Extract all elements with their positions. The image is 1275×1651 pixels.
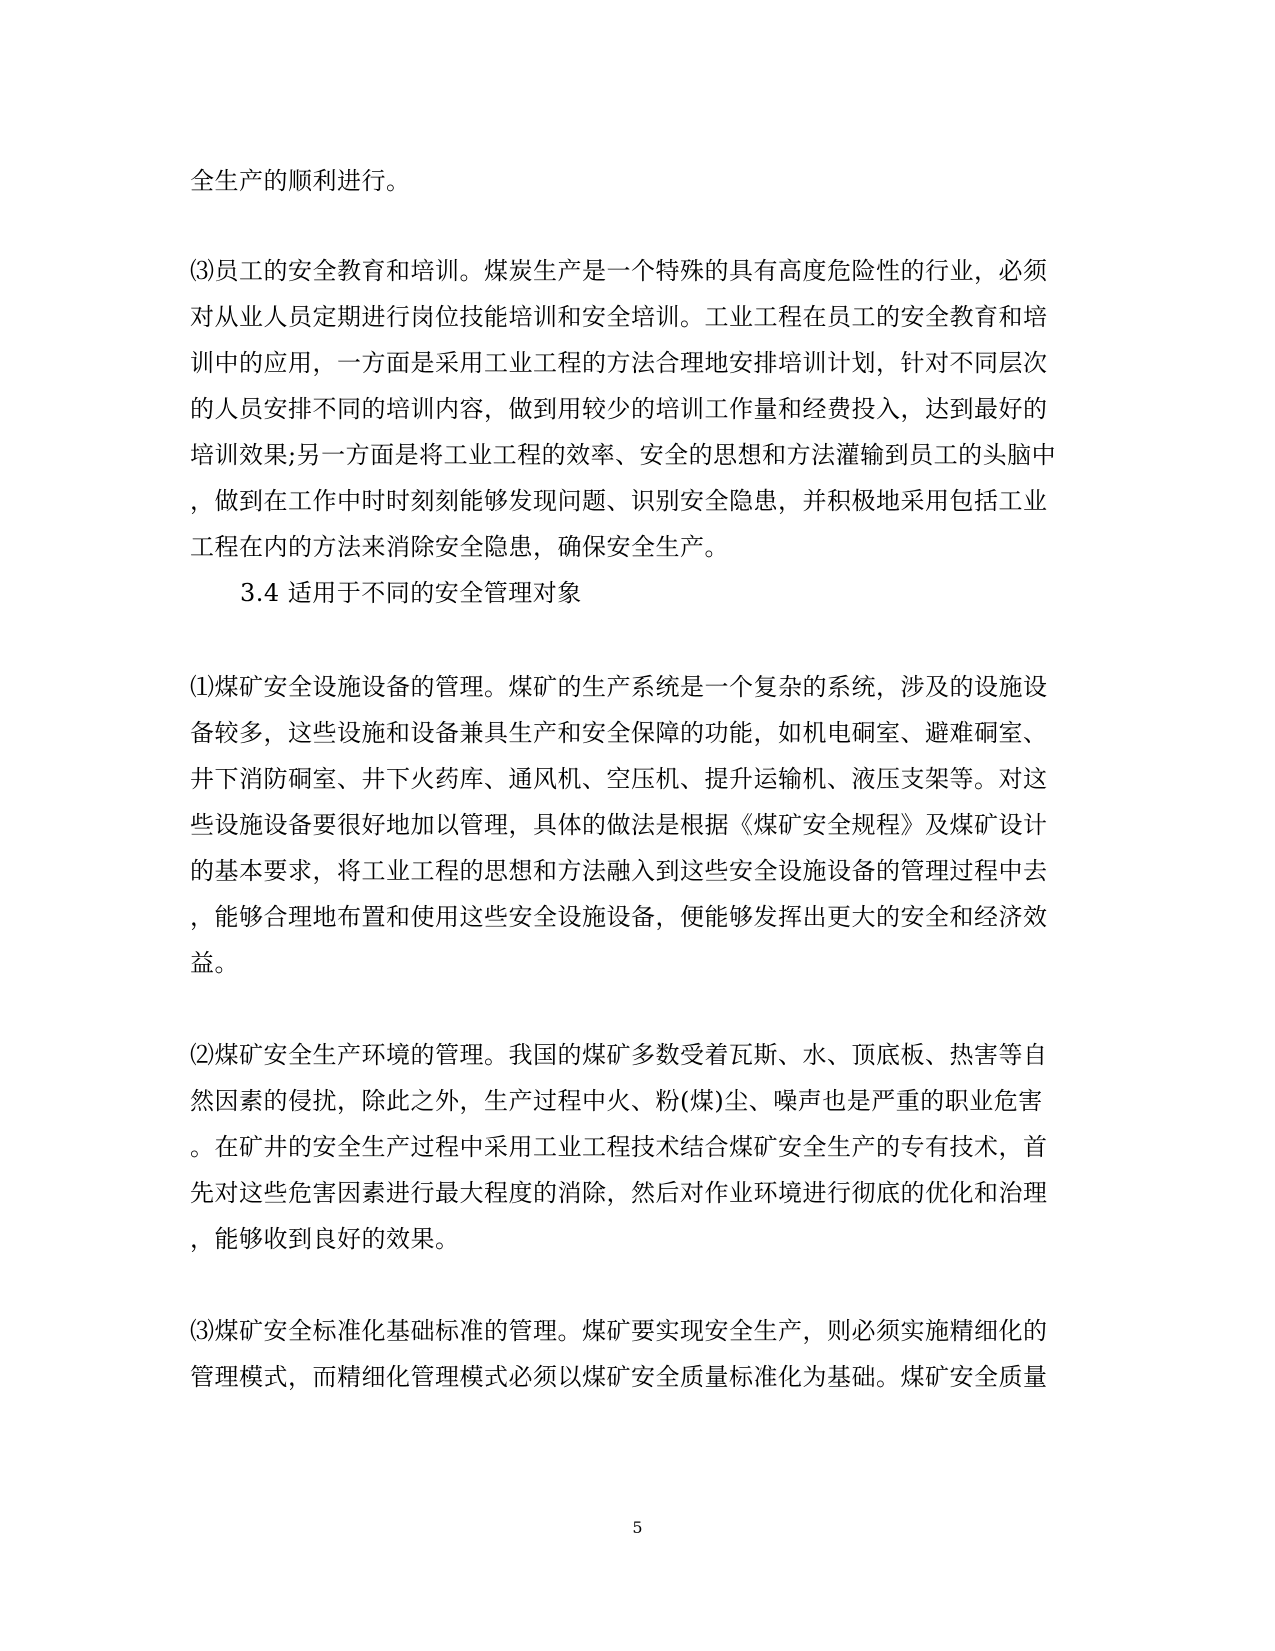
text-line: 训中的应用，一方面是采用工业工程的方法合理地安排培训计划，针对不同层次 xyxy=(190,349,1048,377)
section-heading: 3.4 适用于不同的安全管理对象 xyxy=(240,579,582,607)
text-line: 。在矿井的安全生产过程中采用工业工程技术结合煤矿安全生产的专有技术，首 xyxy=(190,1133,1048,1161)
text-line: 全生产的顺利进行。 xyxy=(190,167,411,195)
text-line: 管理模式，而精细化管理模式必须以煤矿安全质量标准化为基础。煤矿安全质量 xyxy=(190,1363,1048,1391)
text-line: 井下消防硐室、井下火药库、通风机、空压机、提升运输机、液压支架等。对这 xyxy=(190,765,1048,793)
text-line: 些设施设备要很好地加以管理，具体的做法是根据《煤矿安全规程》及煤矿设计 xyxy=(190,811,1048,839)
text-line: 先对这些危害因素进行最大程度的消除，然后对作业环境进行彻底的优化和治理 xyxy=(190,1179,1048,1207)
text-line: 对从业人员定期进行岗位技能培训和安全培训。工业工程在员工的安全教育和培 xyxy=(190,303,1048,331)
text-line: ，做到在工作中时时刻刻能够发现问题、识别安全隐患，并积极地采用包括工业 xyxy=(190,487,1048,515)
text-line: 的人员安排不同的培训内容，做到用较少的培训工作量和经费投入，达到最好的 xyxy=(190,395,1048,423)
text-line: 工程在内的方法来消除安全隐患，确保安全生产。 xyxy=(190,533,729,561)
text-line: ⑴煤矿安全设施设备的管理。煤矿的生产系统是一个复杂的系统，涉及的设施设 xyxy=(190,673,1048,701)
text-line: ，能够合理地布置和使用这些安全设施设备，便能够发挥出更大的安全和经济效 xyxy=(190,903,1048,931)
page-number: 5 xyxy=(632,1518,643,1537)
text-line: ，能够收到良好的效果。 xyxy=(190,1225,460,1253)
text-line: ⑶员工的安全教育和培训。煤炭生产是一个特殊的具有高度危险性的行业，必须 xyxy=(190,257,1048,285)
text-line: ⑵煤矿安全生产环境的管理。我国的煤矿多数受着瓦斯、水、顶底板、热害等自 xyxy=(190,1041,1048,1069)
text-line: 然因素的侵扰，除此之外，生产过程中火、粉(煤)尘、噪声也是严重的职业危害 xyxy=(190,1087,1043,1115)
text-line: ⑶煤矿安全标准化基础标准的管理。煤矿要实现安全生产，则必须实施精细化的 xyxy=(190,1317,1048,1345)
text-line: 培训效果;另一方面是将工业工程的效率、安全的思想和方法灌输到员工的头脑中 xyxy=(190,441,1057,469)
text-line: 的基本要求，将工业工程的思想和方法融入到这些安全设施设备的管理过程中去 xyxy=(190,857,1048,885)
text-line: 备较多，这些设施和设备兼具生产和安全保障的功能，如机电硐室、避难硐室、 xyxy=(190,719,1048,747)
text-line: 益。 xyxy=(190,949,239,977)
